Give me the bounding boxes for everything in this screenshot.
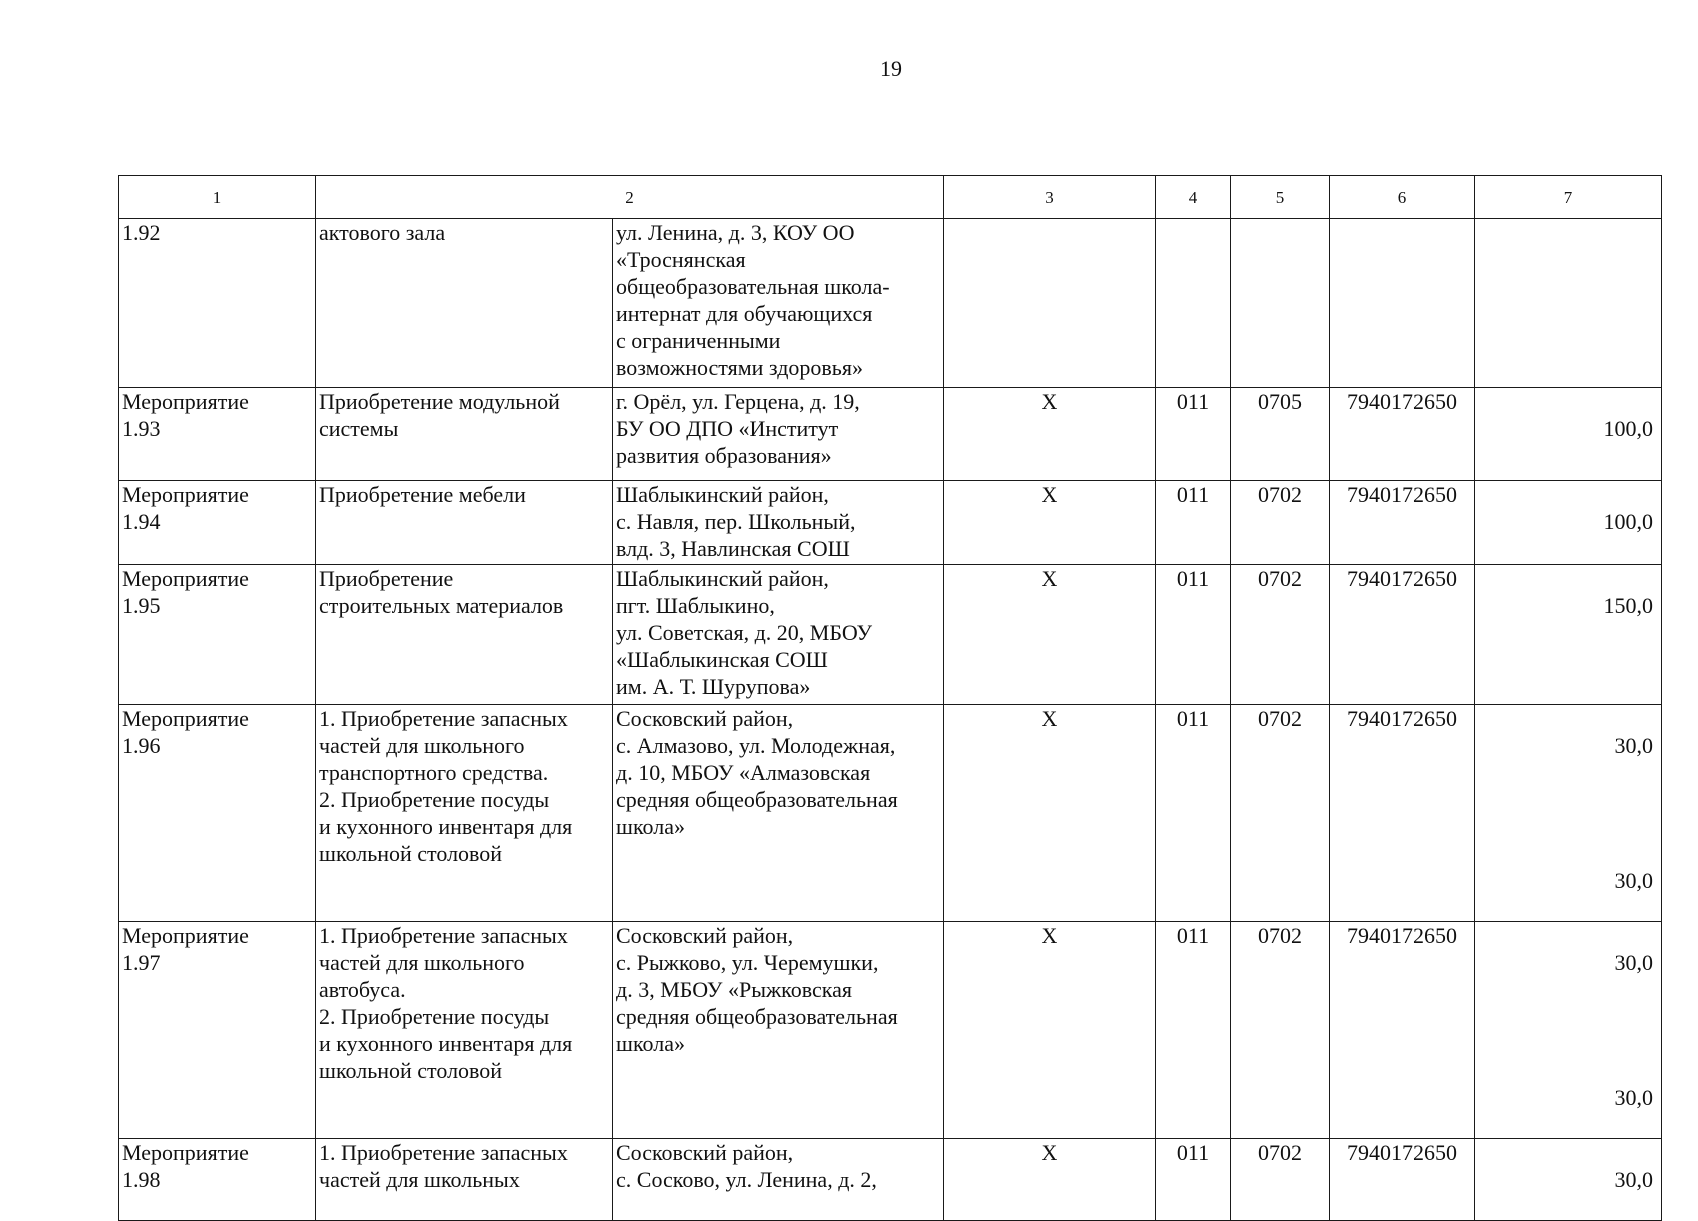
- header-cell: 2: [316, 176, 944, 219]
- col6-cell: 7940172650: [1330, 565, 1475, 705]
- measure-address: г. Орёл, ул. Герцена, д. 19, БУ ОО ДПО «Институт развития образования»: [613, 388, 944, 481]
- header-cell: 4: [1156, 176, 1231, 219]
- col3-cell: X: [944, 388, 1156, 481]
- table-row: [119, 705, 1662, 922]
- measure-id: 1.92: [119, 219, 316, 388]
- col6-cell: 7940172650: [1330, 1139, 1475, 1221]
- table-row: [119, 388, 1662, 481]
- measure-id: Мероприятие 1.98: [119, 1139, 316, 1221]
- table-row: [119, 481, 1662, 565]
- col5-cell: 0702: [1231, 565, 1330, 705]
- amount-cell: [1475, 481, 1662, 565]
- col5-cell: 0705: [1231, 388, 1330, 481]
- measure-name: 1. Приобретение запасных частей для школьных: [316, 1139, 613, 1221]
- measure-id: Мероприятие 1.94: [119, 481, 316, 565]
- col4-cell: 011: [1156, 388, 1231, 481]
- table-row: [119, 565, 1662, 705]
- measure-name: 1. Приобретение запасных частей для школьного автобуса. 2. Приобретение посуды и кухонного инвентаря для школьной столовой: [316, 922, 613, 1139]
- measure-name: Приобретение строительных материалов: [316, 565, 613, 705]
- table-row: [119, 1139, 1662, 1221]
- measure-name: актового зала: [316, 219, 613, 388]
- measure-id: Мероприятие 1.97: [119, 922, 316, 1139]
- col6-cell: 7940172650: [1330, 481, 1475, 565]
- col4-cell: 011: [1156, 922, 1231, 1139]
- col4-cell: 011: [1156, 481, 1231, 565]
- col4-cell: 011: [1156, 705, 1231, 922]
- col3-cell: X: [944, 922, 1156, 1139]
- amount-value: 150,0: [1603, 593, 1653, 618]
- table-row: [119, 922, 1662, 1139]
- amount-value: 30,0: [1614, 1085, 1653, 1110]
- amount-value: 30,0: [1614, 868, 1653, 893]
- col6-cell: 7940172650: [1330, 388, 1475, 481]
- amount-value: 30,0: [1614, 733, 1653, 758]
- amount-cell: [1475, 388, 1662, 481]
- measures-table: [118, 175, 1662, 1221]
- measure-name: 1. Приобретение запасных частей для школьного транспортного средства. 2. Приобретение посуды и кухонного инвентаря для школьной столовой: [316, 705, 613, 922]
- measure-address: Сосковский район, с. Рыжково, ул. Черемушки, д. 3, МБОУ «Рыжковская средняя общеобразовательная школа»: [613, 922, 944, 1139]
- col5-cell: 0702: [1231, 922, 1330, 1139]
- measure-id: Мероприятие 1.96: [119, 705, 316, 922]
- amount-cell: [1475, 705, 1662, 922]
- col3-cell: [944, 219, 1156, 388]
- amount-cell: [1475, 1139, 1662, 1221]
- col6-cell: [1330, 219, 1475, 388]
- amount-cell: [1475, 922, 1662, 1139]
- measure-address: Шаблыкинский район, пгт. Шаблыкино, ул. Советская, д. 20, МБОУ «Шаблыкинская СОШ им. А. Т. Шурупова»: [613, 565, 944, 705]
- col4-cell: 011: [1156, 565, 1231, 705]
- measure-address: Шаблыкинский район, с. Навля, пер. Школьный, влд. 3, Навлинская СОШ: [613, 481, 944, 565]
- col3-cell: X: [944, 481, 1156, 565]
- measure-address: Сосковский район, с. Алмазово, ул. Молодежная, д. 10, МБОУ «Алмазовская средняя общеобразовательная школа»: [613, 705, 944, 922]
- header-row: [119, 176, 1662, 219]
- measure-id: Мероприятие 1.93: [119, 388, 316, 481]
- amount-value: 30,0: [1614, 950, 1653, 975]
- measure-id: Мероприятие 1.95: [119, 565, 316, 705]
- col5-cell: 0702: [1231, 705, 1330, 922]
- measure-address: Сосковский район, с. Сосково, ул. Ленина, д. 2,: [613, 1139, 944, 1221]
- header-cell: 7: [1475, 176, 1662, 219]
- header-cell: 3: [944, 176, 1156, 219]
- col3-cell: X: [944, 1139, 1156, 1221]
- col3-cell: X: [944, 705, 1156, 922]
- col6-cell: 7940172650: [1330, 922, 1475, 1139]
- col5-cell: 0702: [1231, 481, 1330, 565]
- header-cell: 6: [1330, 176, 1475, 219]
- table-row: [119, 219, 1662, 388]
- amount-cell: [1475, 219, 1662, 388]
- amount-cell: [1475, 565, 1662, 705]
- header-cell: 1: [119, 176, 316, 219]
- col3-cell: X: [944, 565, 1156, 705]
- amount-value: 100,0: [1603, 509, 1653, 534]
- col6-cell: 7940172650: [1330, 705, 1475, 922]
- measure-address: ул. Ленина, д. 3, КОУ ОО «Троснянская общеобразовательная школа- интернат для обучающихся с ограниченными возможностями здоровья»: [613, 219, 944, 388]
- measure-name: Приобретение модульной системы: [316, 388, 613, 481]
- col5-cell: [1231, 219, 1330, 388]
- col4-cell: 011: [1156, 1139, 1231, 1221]
- col5-cell: 0702: [1231, 1139, 1330, 1221]
- amount-value: 30,0: [1614, 1167, 1653, 1192]
- col4-cell: [1156, 219, 1231, 388]
- amount-value: 100,0: [1603, 416, 1653, 441]
- measure-name: Приобретение мебели: [316, 481, 613, 565]
- header-cell: 5: [1231, 176, 1330, 219]
- page-number: 19: [880, 56, 902, 81]
